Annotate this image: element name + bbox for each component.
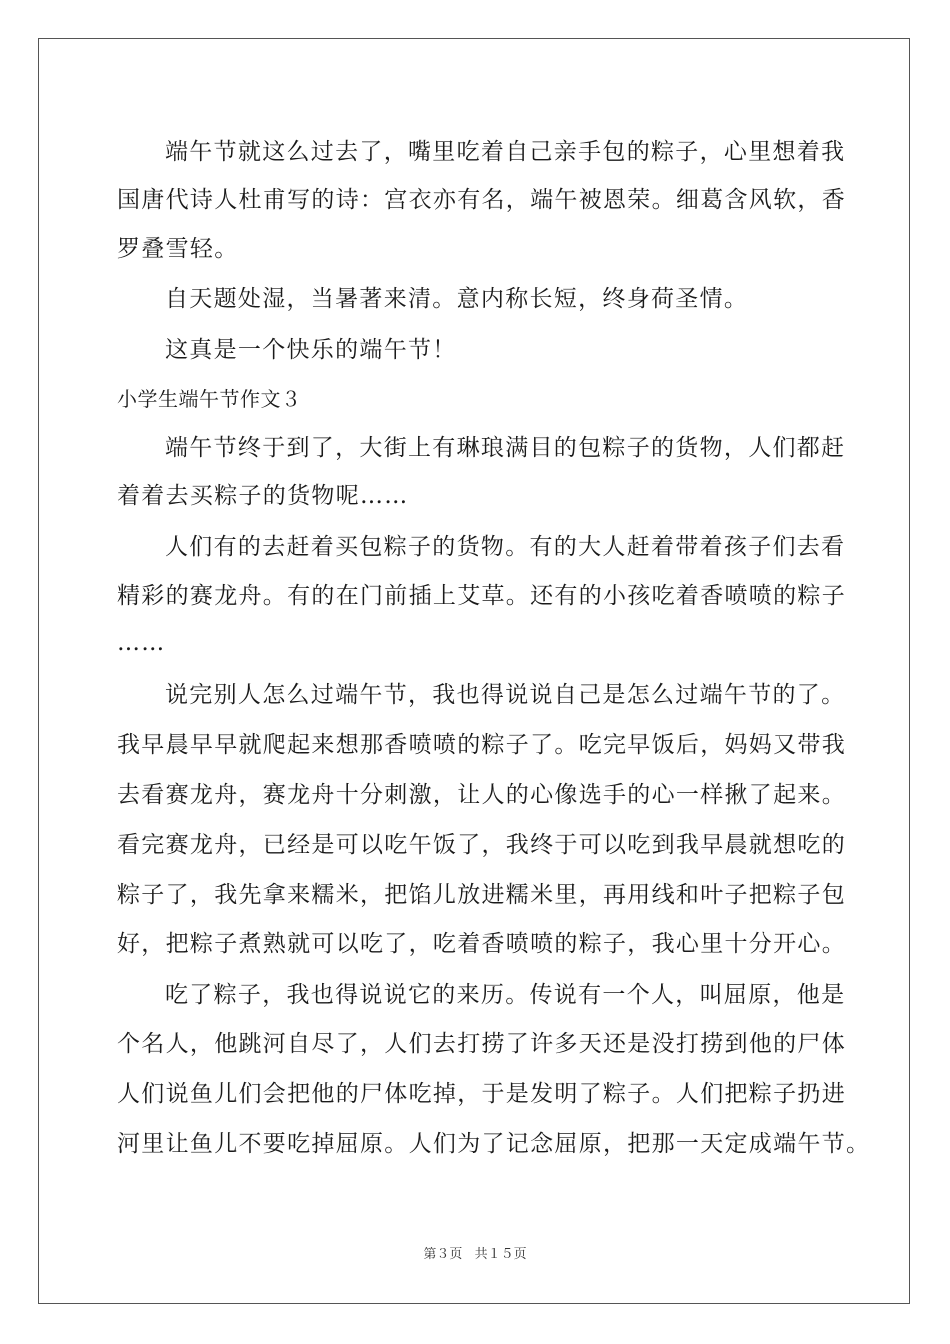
paragraph-line: 这真是一个快乐的端午节！ <box>165 337 457 363</box>
page-footer <box>0 1246 950 1264</box>
paragraph-line: 说完别人怎么过端午节，我也得说说自己是怎么过端午节的了。 <box>165 682 846 708</box>
paragraph-line: 自天题处湿，当暑著来清。意内称长短，终身荷圣情。 <box>165 286 749 312</box>
paragraph-line: 河里让鱼儿不要吃掉屈原。人们为了记念屈原，把那一天定成端午节。 <box>117 1131 871 1157</box>
paragraph-line: 好，把粽子煮熟就可以吃了，吃着香喷喷的粽子，我心里十分开心。 <box>117 931 846 957</box>
paragraph-line: 个名人，他跳河自尽了，人们去打捞了许多天还是没打捞到他的尸体 <box>117 1031 846 1057</box>
paragraph-line: 看完赛龙舟，已经是可以吃午饭了，我终于可以吃到我早晨就想吃的 <box>117 832 846 858</box>
paragraph-line: 人们有的去赶着买包粽子的货物。有的大人赶着带着孩子们去看 <box>165 534 846 560</box>
paragraph-line: 精彩的赛龙舟。有的在门前插上艾草。还有的小孩吃着香喷喷的粽子 <box>117 583 846 609</box>
paragraph-line: 粽子了，我先拿来糯米，把馅儿放进糯米里，再用线和叶子把粽子包 <box>117 882 846 908</box>
paragraph-line: 着着去买粽子的货物呢…… <box>117 483 409 509</box>
paragraph-line: 去看赛龙舟，赛龙舟十分刺激，让人的心像选手的心一样揪了起来。 <box>117 782 846 808</box>
paragraph-line: …… <box>117 630 166 656</box>
paragraph-line: 我早晨早早就爬起来想那香喷喷的粽子了。吃完早饭后，妈妈又带我 <box>117 732 846 758</box>
paragraph-line: 罗叠雪轻。 <box>117 236 239 262</box>
page-total: 共１５页 <box>474 1247 527 1262</box>
page-number: 第３页 <box>423 1247 463 1262</box>
paragraph-line: 端午节终于到了，大街上有琳琅满目的包粽子的货物，人们都赶 <box>165 435 846 461</box>
paragraph-line: 端午节就这么过去了，嘴里吃着自己亲手包的粽子，心里想着我 <box>165 139 846 165</box>
paragraph-line: 人们说鱼儿们会把他的尸体吃掉，于是发明了粽子。人们把粽子扔进 <box>117 1081 846 1107</box>
paragraph-line: 国唐代诗人杜甫写的诗：宫衣亦有名，端午被恩荣。细葛含风软，香 <box>117 187 846 213</box>
paragraph-line: 吃了粽子，我也得说说它的来历。传说有一个人，叫屈原，他是 <box>165 982 846 1008</box>
page-border <box>38 38 910 1304</box>
section-heading: 小学生端午节作文３ <box>117 387 302 411</box>
